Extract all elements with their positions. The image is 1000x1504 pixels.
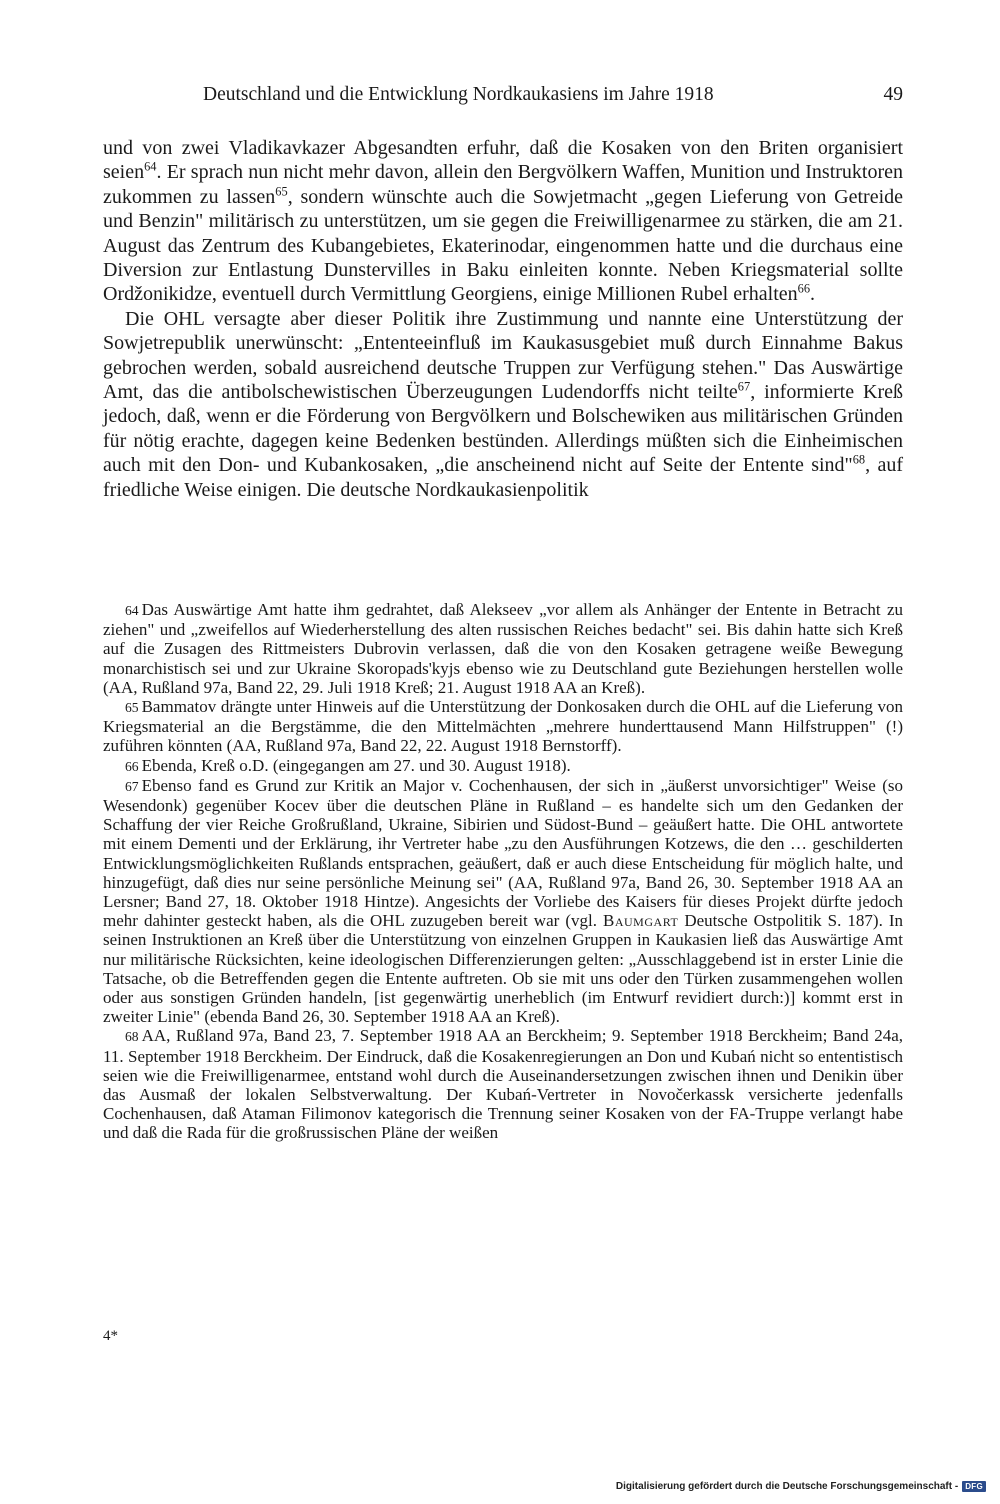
paragraph-2: Die OHL versagte aber dieser Politik ihre Zustimmung und nannte eine Unterstützung der Sowjetrepublik unerwünscht: „Ententeeinfluß im Kaukasusgebiet muß durch Einnahme Bakus gebrochen werden, sobald ausreichend deutsche Truppen zur Verfügung stehen." Das Auswärtige Amt, das die antibolschewistischen Überzeugungen Ludendorffs nicht teilte$^{67}$, informierte Kreß jedoch, daß, wenn er die Förderung von Bergvölkern und Bolschewiken aus militärischen Gründen für nötig erachte, dagegen keine Bedenken bestünden. Allerdings müßten sich die Einheimischen auch mit den Don- und Kubankosaken, „die anscheinend nicht auf Seite der Entente sind"$^{68}$, auf friedliche Weise einigen. Die deutsche Nordkaukasienpolitik	[103, 307, 904, 501]
footnote-ref-65[interactable]: 65	[275, 184, 288, 199]
cited-author: Baumgart	[603, 911, 679, 931]
footnote-68: 68 AA, Rußland 97a, Band 23, 7. September 1918 AA an Berckheim; 9. September 1918 Berckheim; Band 24a, 11. September 1918 Berckheim. Der Eindruck, daß die Kosakenregierungen an Don und Kubań nicht so ententistisch seien wie die Freiwilligenarmee, entstand wohl durch die Auseinandersetzungen zwischen ihnen und Denikin über das Ausmaß der lokalen Selbstverwaltung. Der Kubań-Vertreter in Novočerkassk versicherte jedenfalls Cochenhausen, daß Ataman Filimonov kategorisch die Trennung seiner Kosaken von der FA-Truppe verlangt habe und daß die Rada für die großrussischen Pläne der weißen	[103, 1026, 903, 1143]
footnote-65: 65 Bammatov drängte unter Hinweis auf die Unterstützung der Donkosaken durch die OHL auf die Lieferung von Kriegsmaterial an die Bergstämme, die den Mittelmächten „mehrere hunderttausend Mann Hilfstruppen" (!) zuführen könnten (AA, Rußland 97a, Band 22, 22. August 1918 Bernstorff).	[103, 697, 903, 756]
digitization-credit	[616, 1481, 986, 1492]
running-title: Deutschland und die Entwicklung Nordkaukasiens im Jahre 1918	[203, 84, 714, 105]
footnote-ref-66[interactable]: 66	[797, 281, 811, 296]
footnote-number: 66	[125, 758, 139, 774]
footnote-number: 65	[125, 700, 139, 716]
footnote-ref-67[interactable]: 67	[737, 379, 751, 394]
footnote-67: 67 Ebenso fand es Grund zur Kritik an Major v. Cochenhausen, der sich in „äußerst unvorsichtiger" Weise (so Wesendonk) gegenüber Kocev über die deutschen Pläne in Rußland – es handelte sich um den Gedanken der Schaffung der vier Reiche Großrußland, Ukraine, Sibirien und Südost-Bund – geäußert hatte. Die OHL antwortete mit einem Dementi und der Erklärung, ihr Vertreter habe „zu den Ausführungen Kotzews, die den … geschilderten Entwicklungsmöglichkeiten Rußlands entsprachen, geäußert, daß er auch diese Entscheidung für möglich halte, und hinzugefügt, daß dies nur seine persönliche Meinung sei" (AA, Rußland 97a, Band 26, 30. September 1918 AA an Lersner; Band 27, 18. Oktober 1918 Hintze). Angesichts der Vorliebe des Kaisers für dieses Projekt dürfte jedoch mehr dahinter gesteckt haben, als die OHL zuzugeben bereit war (vgl. Baumgart Deutsche Ostpolitik S. 187). In seinen Instruktionen an Kreß über die Unterstützung von einzelnen Gruppen in Kaukasien ließ das Auswärtige Amt nur militärische Rücksichten, keine ideologischen Differenzierungen gelten: „Ausschlaggebend ist in erster Linie die Tatsache, ob die Betreffenden gegen die Entente auftreten. Ob sie mit uns oder den Türken zusammengehen wollen oder aus sonstigen Gründen handeln, [ist gegenwärtig unerheblich (im Entwurf revidiert durch:)] kommt erst in zweiter Linie" (ebenda Band 26, 30. September 1918 AA an Kreß).	[103, 775, 904, 1027]
footnote-ref-68[interactable]: 68	[852, 452, 866, 467]
footnote-number: 67	[125, 778, 139, 794]
credit-text: Digitalisierung gefördert durch die Deutsche Forschungsgemeinschaft -	[615, 1481, 959, 1492]
running-header	[103, 84, 903, 112]
footnote-number: 64	[125, 603, 139, 618]
dfg-logo-icon: DFG	[962, 1481, 986, 1492]
paragraph-1: und von zwei Vladikavkazer Abgesandten erfuhr, daß die Kosaken von den Briten organisiert seien$^{64}$. Er sprach nun nicht mehr davon, allein den Bergvölkern Waffen, Munition und Instruktoren zukommen zu lassen$^{65}$, sondern wünschte auch die Sowjetmacht „gegen Lieferung von Getreide und Benzin" militärisch zu unterstützen, um sie gegen die Freiwilligenarmee zu stärken, die am 21. August das Zentrum des Kubangebietes, Ekaterinodar, eingenommen hatte und die durchaus eine Diversion zur Entlastung Dunstervilles in Baku einleiten konnte. Neben Kriegsmaterial sollte Ordžonikidze, eventuell durch Vermittlung Georgiens, einige Millionen Rubel erhalten$^{66}$.	[103, 137, 903, 306]
footnote-ref-64[interactable]: 64	[144, 159, 157, 174]
page-number: 49	[883, 84, 903, 105]
signature-mark: 4*	[103, 1328, 118, 1344]
footnote-64: 64 Das Auswärtige Amt hatte ihm gedrahtet, daß Alekseev „vor allem als Anhänger der Entente in Betracht zu ziehen" und „zweifellos auf Wiederherstellung des alten russischen Reiches bedacht" sei. Bis dahin hatte sich Kreß auf die Zusagen des Rittmeisters Dubrovin verlassen, daß die von den Kosaken getragene weiße Bewegung monarchistisch sei und zur Ukraine Skoropads'kyjs ebenso wie zu Deutschland gute Beziehungen herstellen wolle (AA, Rußland 97a, Band 22, 29. Juli 1918 Kreß; 21. August 1918 AA an Kreß).	[103, 600, 903, 697]
footnote-number: 68	[125, 1029, 139, 1045]
main-text	[103, 136, 903, 502]
footnotes	[103, 600, 903, 1143]
footnote-66: 66 Ebenda, Kreß o.D. (eingegangen am 27. und 30. August 1918).	[125, 755, 571, 775]
